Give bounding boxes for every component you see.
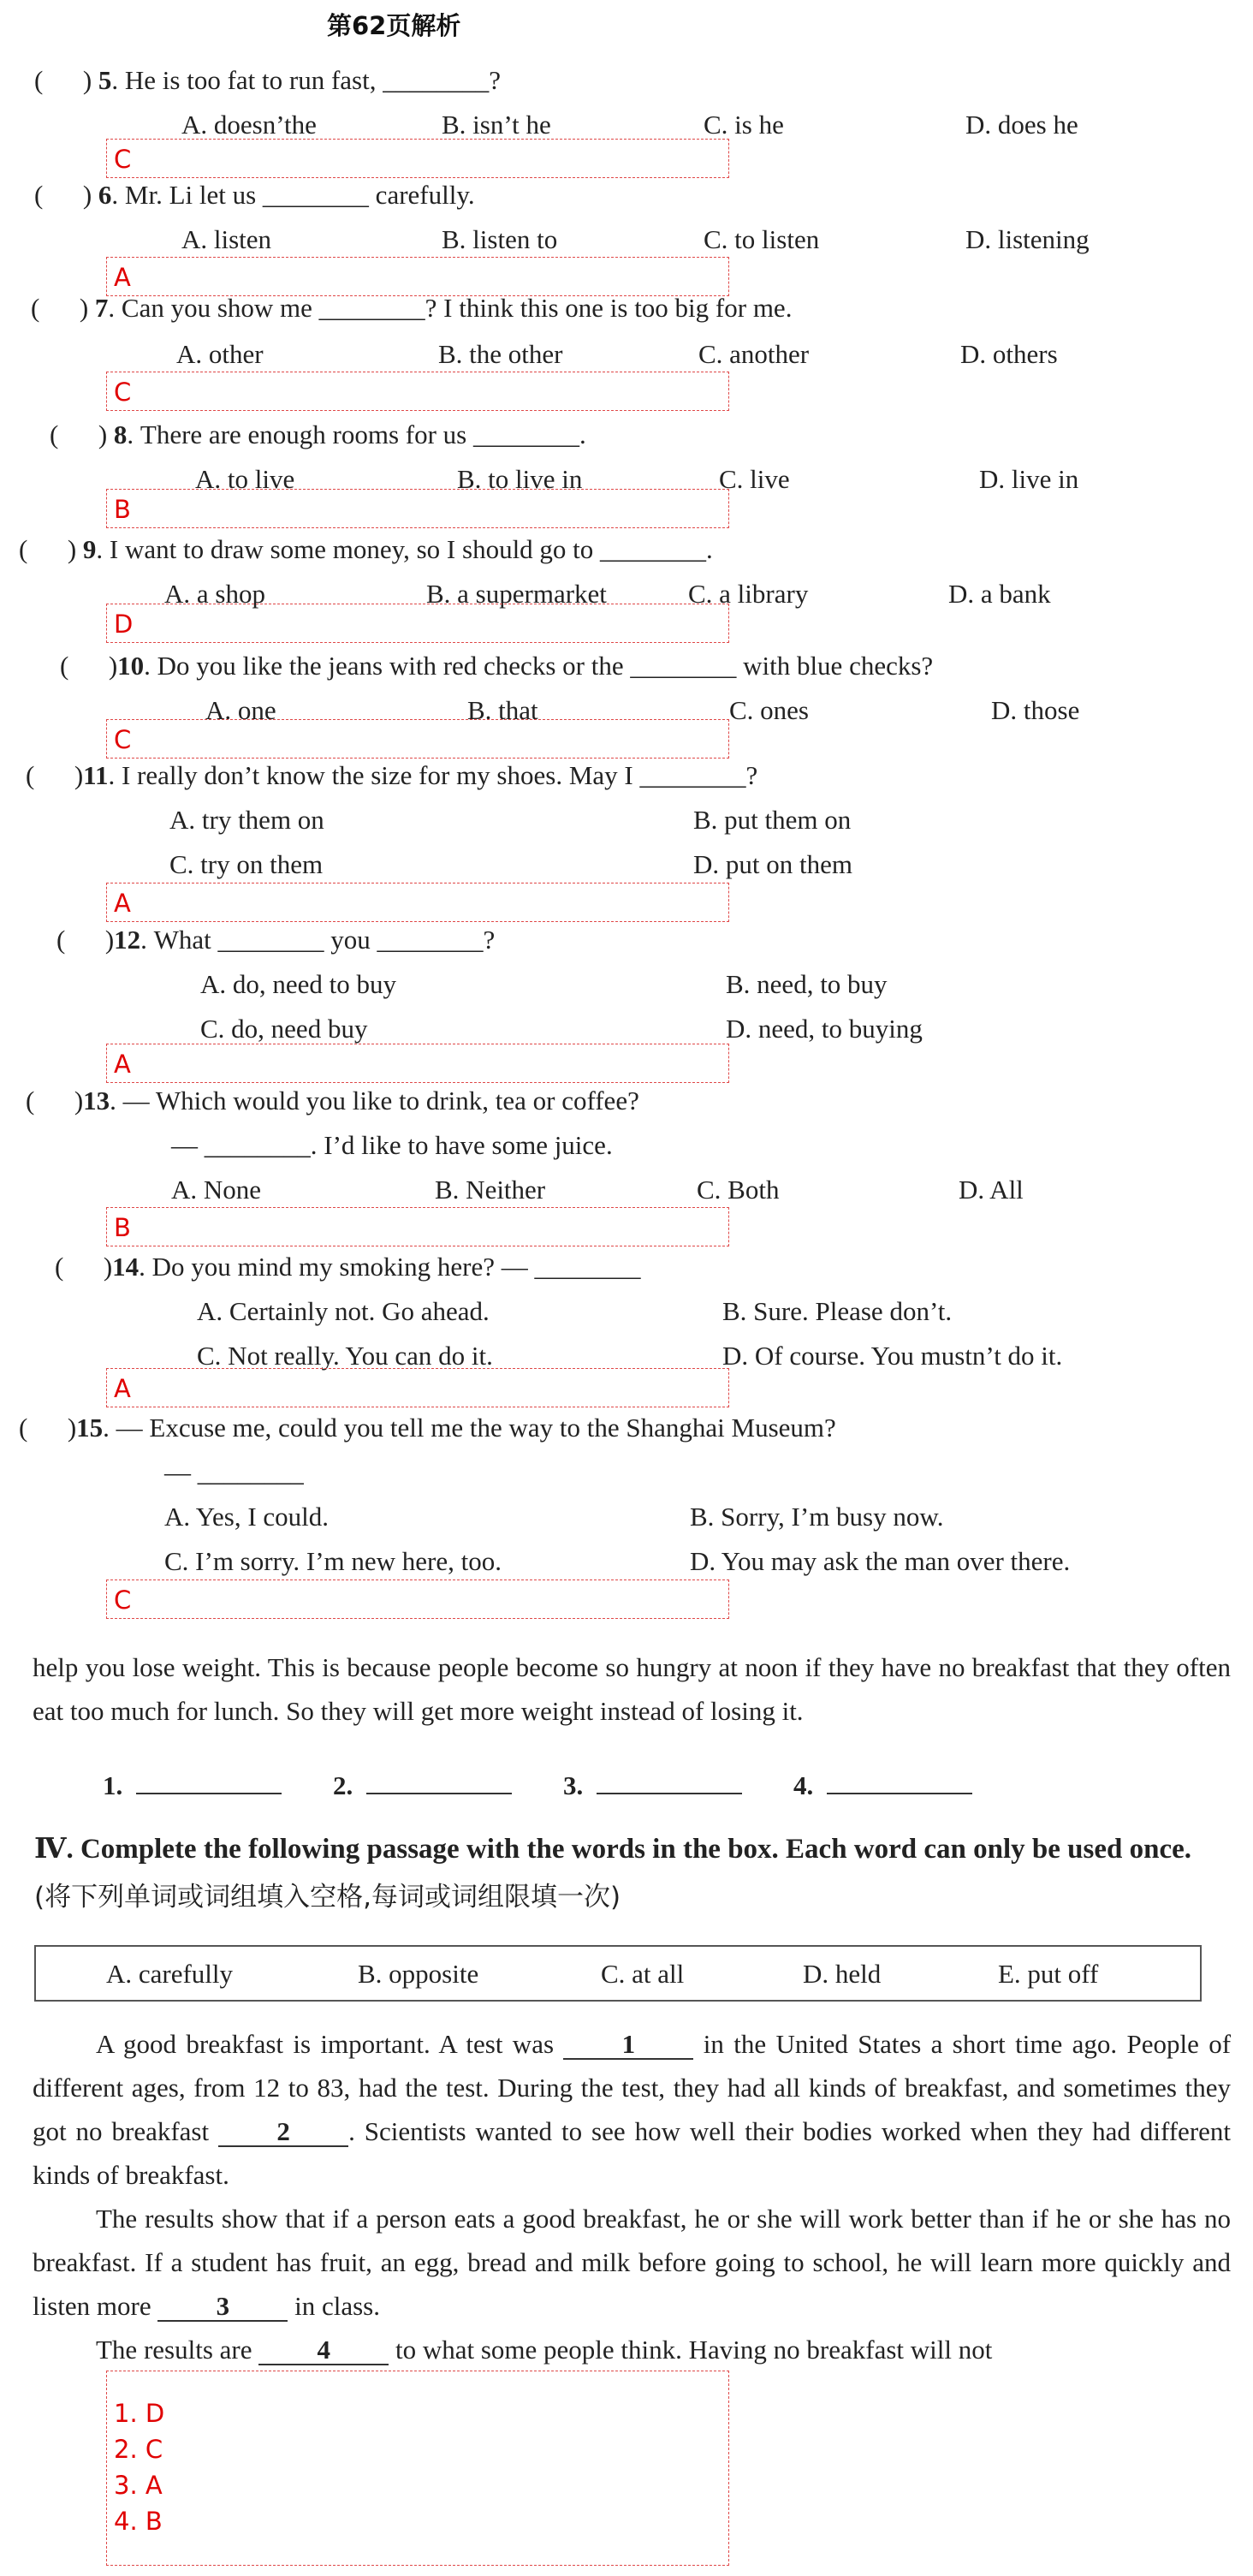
question-stem: ( )11. I really don’t know the size for my shoes. May I ________? <box>26 760 758 790</box>
option-d: D. a bank <box>948 579 1051 609</box>
question-stem-reply: — ________ <box>164 1457 304 1487</box>
option-c: C. ones <box>729 695 809 725</box>
cloze-blank-3: 3 <box>157 2293 288 2322</box>
option-c: C. do, need buy <box>200 1014 368 1044</box>
answer-box: C <box>106 1580 729 1619</box>
option-a: A. a shop <box>164 579 265 609</box>
answer-line: 3. A <box>114 2471 163 2500</box>
option-b: B. that <box>467 695 538 725</box>
option-c: C. Both <box>697 1175 780 1205</box>
option-b: B. need, to buy <box>726 969 888 999</box>
option-c: C. to listen <box>704 224 820 254</box>
word-option: E. put off <box>998 1959 1099 1989</box>
answer-box: C <box>106 372 729 411</box>
option-d: D. listening <box>965 224 1090 254</box>
answer-box: A <box>106 883 729 922</box>
option-c: C. live <box>719 464 790 494</box>
option-c: C. a library <box>688 579 809 609</box>
answer-box: D <box>106 604 729 643</box>
option-d: D. All <box>959 1175 1024 1205</box>
word-option: C. at all <box>601 1959 685 1989</box>
cloze-paragraph-3: The results are 4 to what some people think. Having no breakfast will not <box>96 2335 993 2365</box>
question-stem: ( )15. — Excuse me, could you tell me the way to the Shanghai Museum? <box>19 1413 836 1443</box>
question-stem: ( ) 6. Mr. Li let us ________ carefully. <box>34 180 475 210</box>
answer-box: C <box>106 139 729 178</box>
option-b: B. listen to <box>442 224 558 254</box>
answer-box: A <box>106 1044 729 1083</box>
option-d: D. does he <box>965 110 1078 140</box>
option-c: C. Not really. You can do it. <box>197 1341 493 1371</box>
cloze-blank-1: 1 <box>563 2031 693 2060</box>
blank-label: 1. <box>103 1770 123 1800</box>
blank-label: 2. <box>333 1770 353 1800</box>
passage-text: help you lose weight. This is because people become so hungry at noon if they have no breakfast that they often eat too much for lunch. So they will get more weight instead of losing it. <box>33 1652 1231 1726</box>
option-c: C. try on them <box>169 849 324 879</box>
section-numeral: Ⅳ. <box>34 1834 74 1865</box>
option-b: B. put them on <box>693 805 852 835</box>
question-stem: ( )14. Do you mind my smoking here? — ________ <box>55 1252 641 1282</box>
option-a: A. Yes, I could. <box>164 1502 330 1532</box>
answer-box: C <box>106 719 729 759</box>
answer-line: 1. D <box>114 2399 165 2428</box>
option-d: D. put on them <box>693 849 852 879</box>
answer-box: B <box>106 1207 729 1246</box>
word-option: B. opposite <box>358 1959 479 1989</box>
option-d: D. You may ask the man over there. <box>690 1546 1071 1576</box>
answer-box-section-4 <box>106 2371 729 2566</box>
section-title-cn: (将下列单词或词组填入空格,每词或词组限填一次) <box>34 1882 621 1913</box>
cloze-paragraph-2: The results show that if a person eats a good breakfast, he or she will work better than if he or she has no breakfast. If a student has fruit, an egg, bread and milk before going to school, he will learn more quickly and listen more 3 in class. <box>33 2204 1231 2321</box>
option-c: C. I’m sorry. I’m new here, too. <box>164 1546 502 1576</box>
blank-line <box>827 1770 972 1794</box>
page-title: 第62页解析 <box>327 11 461 40</box>
answer-blanks-row <box>103 1770 1017 1801</box>
question-stem: ( ) 9. I want to draw some money, so I should go to ________. <box>19 534 713 564</box>
question-stem: ( )10. Do you like the jeans with red checks or the ________ with blue checks? <box>60 651 934 681</box>
option-b: B. Sorry, I’m busy now. <box>690 1502 944 1532</box>
option-c: C. another <box>698 339 810 369</box>
cloze-passage <box>33 2022 1231 2371</box>
option-b: B. Neither <box>435 1175 546 1205</box>
option-d: D. need, to buying <box>726 1014 923 1044</box>
question-stem: ( )12. What ________ you ________? <box>56 925 496 955</box>
option-b: B. Sure. Please don’t. <box>722 1296 953 1326</box>
passage-top <box>33 1645 1231 1733</box>
option-b: B. the other <box>438 339 563 369</box>
blank-label: 3. <box>563 1770 584 1800</box>
cloze-blank-2: 2 <box>218 2118 348 2147</box>
option-b: B. a supermarket <box>426 579 607 609</box>
option-b: B. to live in <box>457 464 583 494</box>
option-d: D. Of course. You mustn’t do it. <box>722 1341 1063 1371</box>
option-d: D. those <box>991 695 1080 725</box>
section-heading <box>34 1825 1224 1921</box>
option-b: B. isn’t he <box>442 110 551 140</box>
question-stem: ( ) 8. There are enough rooms for us ________. <box>50 419 586 449</box>
blank-label: 4. <box>793 1770 814 1800</box>
question-stem-reply: — ________. I’d like to have some juice. <box>171 1130 613 1160</box>
answer-line: 4. B <box>114 2507 163 2536</box>
option-a: A. other <box>176 339 264 369</box>
option-a: A. to live <box>195 464 295 494</box>
answer-box: A <box>106 1368 729 1407</box>
cloze-blank-4: 4 <box>258 2336 389 2365</box>
option-a: A. one <box>205 695 276 725</box>
option-c: C. is he <box>704 110 784 140</box>
answer-box: B <box>106 489 729 528</box>
option-a: A. try them on <box>169 805 324 835</box>
word-option: D. held <box>803 1959 882 1989</box>
option-d: D. others <box>960 339 1058 369</box>
option-d: D. live in <box>979 464 1079 494</box>
option-a: A. None <box>171 1175 262 1205</box>
blank-line <box>366 1770 512 1794</box>
question-stem: ( ) 5. He is too fat to run fast, ________? <box>34 65 501 95</box>
option-a: A. do, need to buy <box>200 969 397 999</box>
question-stem: ( )13. — Which would you like to drink, tea or coffee? <box>26 1086 639 1115</box>
option-a: A. doesn’the <box>181 110 317 140</box>
blank-line <box>597 1770 742 1794</box>
word-box <box>34 1945 1202 2002</box>
option-a: A. listen <box>181 224 272 254</box>
cloze-paragraph-1: A good breakfast is important. A test was 1 in the United States a short time ago. People of different ages, from 12 to 83, had the test. During the test, they had all kinds of breakfast, and sometimes they got no breakfast 2 . Scientists wanted to see how well their bodies worked when they had different kinds of breakfast. <box>33 2029 1232 2190</box>
blank-line <box>136 1770 282 1794</box>
answer-box: A <box>106 257 729 296</box>
answer-line: 2. C <box>114 2435 163 2464</box>
section-title: Complete the following passage with the words in the box. Each word can only be used once. <box>80 1834 1192 1865</box>
word-option: A. carefully <box>106 1959 234 1989</box>
option-a: A. Certainly not. Go ahead. <box>197 1296 490 1326</box>
question-stem: ( ) 7. Can you show me ________? I think this one is too big for me. <box>31 293 793 323</box>
